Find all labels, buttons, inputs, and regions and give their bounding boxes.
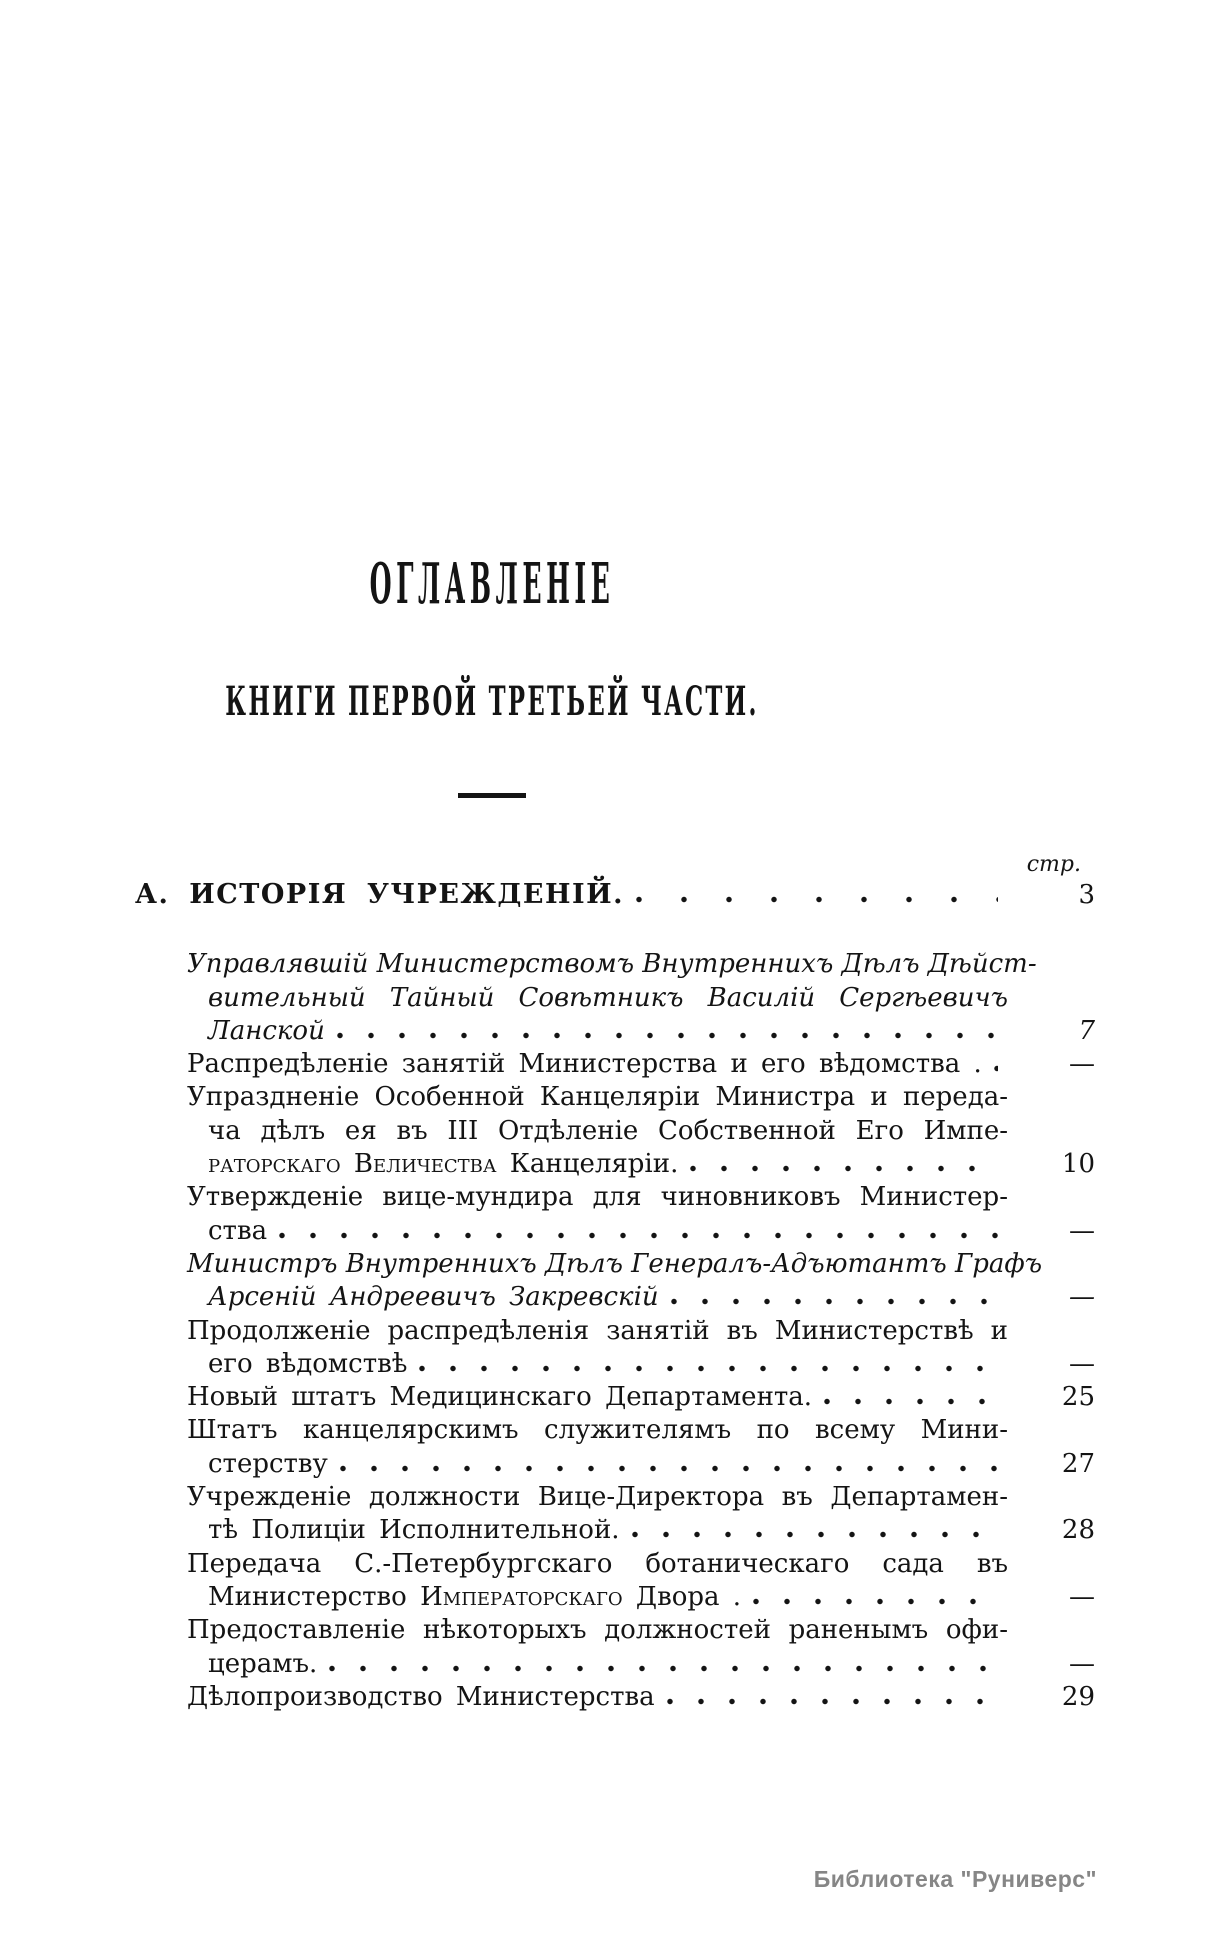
page-number: —	[1069, 1215, 1095, 1246]
dot-leader	[329, 1665, 998, 1672]
entry-tail-text	[208, 1148, 678, 1181]
tail-pre: его вѣдомствѣ	[208, 1348, 408, 1379]
toc-entry	[135, 1181, 1095, 1248]
entry-tail-text	[208, 1448, 328, 1481]
entry-line: Упраздненіе Особенной Канцеляріи Министра и переда-	[187, 1082, 1008, 1113]
entry-line: вительный Тайный Совѣтникъ Василій Сергѣевичъ	[208, 982, 1008, 1013]
dot-leader	[636, 896, 998, 903]
entry-tail-row	[135, 1215, 1095, 1248]
page-number: —	[1069, 1282, 1095, 1313]
toc-entry	[135, 1081, 1095, 1181]
toc-entry	[135, 1548, 1095, 1615]
entry-tail-row	[135, 1148, 1095, 1181]
tail-pre: Министерство	[208, 1581, 421, 1612]
dot-leader	[690, 1165, 998, 1172]
entry-line: Министръ Внутреннихъ Дѣлъ Генералъ-Адъютантъ Графъ	[187, 1248, 1043, 1279]
entry-tail-row	[135, 1381, 1095, 1414]
page-number: 10	[1061, 1149, 1095, 1180]
entry-tail-text	[208, 1281, 659, 1314]
entry-tail-row	[135, 1648, 1095, 1681]
dot-leader	[419, 1365, 998, 1372]
page-number: 3	[1078, 880, 1095, 910]
toc-entry	[135, 1614, 1095, 1681]
toc-entry	[135, 948, 1095, 1048]
entry-tail-text	[187, 1381, 812, 1414]
entry-tail-text	[187, 1681, 655, 1714]
page-column-header: стр.	[1026, 852, 1081, 877]
entry-line: Учрежденіе должности Вице-Директора въ Департамен-	[187, 1482, 1008, 1513]
section-divider	[458, 793, 526, 798]
page-subtitle: КНИГИ ПЕРВОЙ ТРЕТЬЕЙ ЧАСТИ.	[225, 678, 759, 725]
entry-tail-row	[135, 1281, 1095, 1314]
toc-entry	[135, 1248, 1095, 1315]
dot-leader	[753, 1598, 998, 1605]
toc-entry	[135, 1681, 1095, 1714]
library-watermark: Библиотека "Руниверс"	[813, 1866, 1097, 1892]
tail-pre: церамъ.	[208, 1648, 318, 1679]
tail-post: Канцеляріи.	[496, 1149, 679, 1180]
entry-line: Штатъ канцелярскимъ служителямъ по всему Мини-	[187, 1415, 1008, 1446]
entry-tail-text	[208, 1648, 317, 1681]
entry-tail-row	[135, 1015, 1095, 1048]
entry-line: Продолженіе распредѣленія занятій въ Министерствѣ и	[187, 1315, 1008, 1346]
toc-entry	[135, 1381, 1095, 1414]
tail-pre: тѣ Полиціи Исполнительной.	[208, 1515, 620, 1546]
dot-leader	[340, 1465, 998, 1472]
toc-entry	[135, 1048, 1095, 1081]
dot-leader	[824, 1398, 998, 1405]
tail-post: Двора .	[622, 1581, 742, 1612]
entry-tail-text	[208, 1015, 325, 1048]
page-number: 25	[1061, 1382, 1095, 1413]
page-number: —	[1069, 1581, 1095, 1612]
vertical-spacer	[135, 912, 1095, 948]
page-number: —	[1069, 1049, 1095, 1080]
entry-tail-row	[135, 1681, 1095, 1714]
page-number: 29	[1061, 1681, 1095, 1712]
table-of-contents	[135, 854, 1095, 1714]
tail-pre: Дѣлопроизводство Министерства	[187, 1681, 655, 1712]
dot-leader	[337, 1032, 998, 1039]
tail-pre: стерству	[208, 1448, 328, 1479]
entry-tail-row	[135, 1514, 1095, 1547]
dot-leader	[671, 1298, 998, 1305]
tail-pre: Новый штатъ Медицинскаго Департамента.	[187, 1382, 813, 1413]
entry-tail-row	[135, 1348, 1095, 1381]
tail-pre: ства	[208, 1215, 268, 1246]
toc-heading-row	[135, 878, 1095, 912]
entry-tail-text	[208, 1215, 267, 1248]
dot-leader	[994, 1065, 998, 1072]
tail-pre: Ланской	[208, 1015, 325, 1046]
toc-entry	[135, 1414, 1095, 1481]
entry-tail-text	[187, 1048, 982, 1081]
dot-leader	[632, 1531, 998, 1538]
entry-tail-text	[208, 1348, 407, 1381]
dot-leader	[667, 1698, 998, 1705]
toc-heading-label: А. ИСТОРІЯ УЧРЕЖДЕНІЙ.	[135, 879, 625, 910]
tail-pre: Арсеній Андреевичъ Закревскій	[208, 1282, 659, 1313]
entry-line: Управлявшій Министерствомъ Внутреннихъ Дѣлъ Дѣйст-	[187, 949, 1037, 980]
entry-line: Предоставленіе нѣкоторыхъ должностей раненымъ офи-	[187, 1615, 1008, 1646]
toc-entry	[135, 1315, 1095, 1382]
entry-line: Утвержденіе вице-мундира для чиновниковъ Министер-	[187, 1182, 1008, 1213]
entry-tail-row	[135, 1448, 1095, 1481]
tail-smallcaps: раторскаго Величества	[208, 1149, 497, 1180]
page-number: —	[1069, 1648, 1095, 1679]
page-title: ОГЛАВЛЕНІЕ	[369, 551, 615, 617]
entry-tail-text	[208, 1514, 620, 1547]
tail-pre: Распредѣленіе занятій Министерства и его вѣдомства .	[187, 1049, 982, 1080]
entry-line: Передача С.-Петербургскаго ботаническаго сада въ	[187, 1548, 1008, 1579]
entry-tail-row	[135, 1581, 1095, 1614]
page-number: 28	[1061, 1515, 1095, 1546]
page-number: —	[1069, 1348, 1095, 1379]
toc-entry	[135, 1481, 1095, 1548]
page-number: 7	[1078, 1015, 1095, 1046]
entry-tail-row	[135, 1048, 1095, 1081]
dot-leader	[279, 1232, 998, 1239]
entry-tail-text	[208, 1581, 741, 1614]
page-number: 27	[1061, 1448, 1095, 1479]
toc-header	[0, 0, 984, 798]
tail-smallcaps: Императорскаго	[420, 1581, 623, 1612]
entry-line: ча дѣлъ ея въ III Отдѣленіе Собственной Его Импе-	[208, 1115, 1008, 1146]
